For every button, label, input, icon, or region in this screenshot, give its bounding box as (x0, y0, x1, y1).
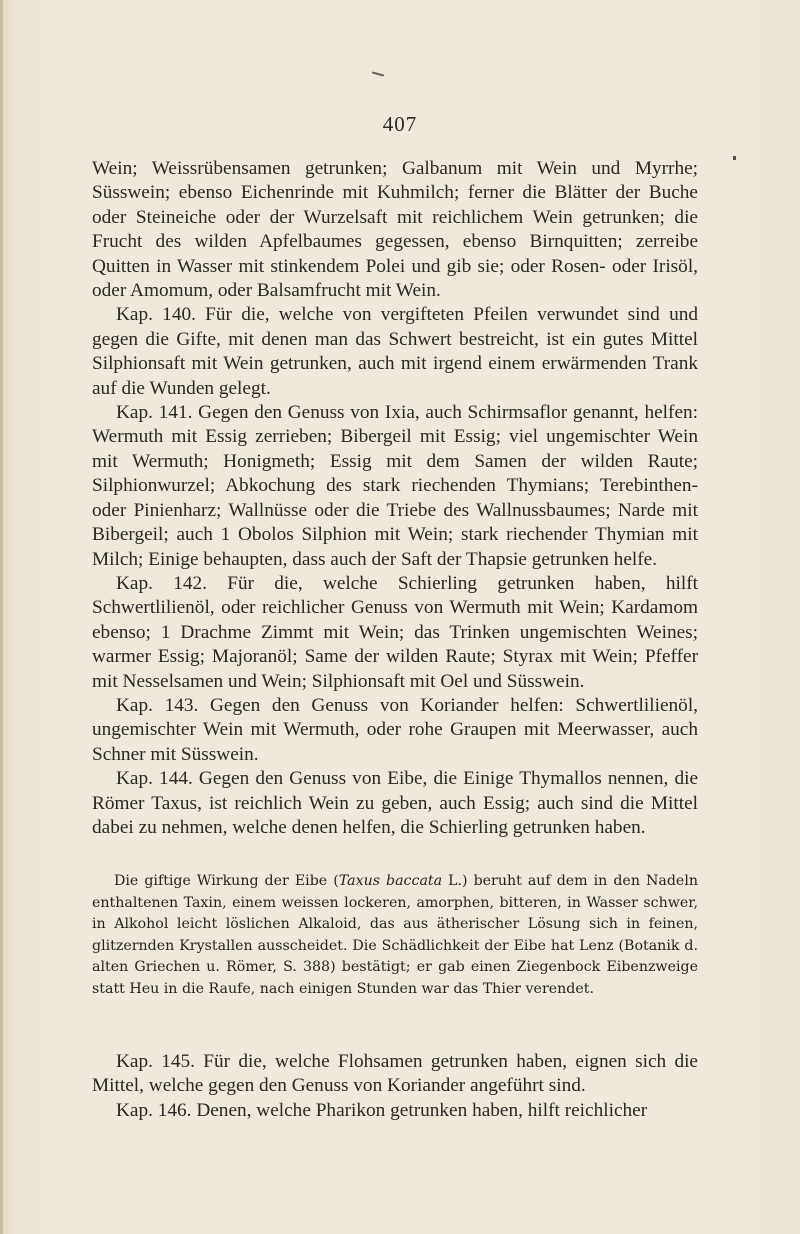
page-number: 407 (382, 112, 418, 136)
main-text (92, 157, 698, 840)
paragraph-kap-145: Kap. 145. Für die, welche Flohsamen getrunken haben, eignen sich die Mittel, welche gegen den Genuss von Koriander angeführt sind. (92, 1051, 698, 1097)
printing-mark (733, 156, 736, 160)
paragraph-kap-143: Kap. 143. Gegen den Genuss von Koriander helfen: Schwertlilienöl, ungemischter Wein mit Wermuth, oder rohe Graupen mit Meerwasser, auch Schner mit Süsswein. (92, 694, 698, 765)
footnote-text-start: Die giftige Wirkung der Eibe ( (114, 873, 339, 889)
printing-mark (372, 71, 384, 76)
footnote-text-rest: L.) beruht auf dem in den Nadeln enthaltenen Taxin, einem weissen lockeren, amorphen, bitteren, in Wasser schwer, in Alkohol leicht löslichen Alkaloid, das aus ätherischer Lösung sich in feinen, glitzernden Krystallen ausscheidet. Die Schädlichkeit der Eibe hat Lenz (Botanik d. alten Griechen u. Römer, S. 388) bestätigt; er gab einen Ziegenbock Eibenzweige statt Heu in die Raufe, nach einigen Stunden war das Thier verendet. (92, 873, 698, 997)
paragraph-kap-146: Kap. 146. Denen, welche Pharikon getrunken haben, hilft reichlicher (116, 1099, 648, 1121)
paragraph-continued: Wein; Weissrübensamen getrunken; Galbanum mit Wein und Myrrhe; Süsswein; ebenso Eichenrinde mit Kuhmilch; ferner die Blätter der Buche oder Steineiche oder der Wurzelsaft mit reichlichem Wein getrunken; die Frucht des wilden Apfelbaumes gegessen, ebenso Birnquitten; zerreibe Quitten in Wasser mit stinkendem Polei und gib sie; oder Rosen- oder Irisöl, oder Amomum, oder Balsamfrucht mit Wein. (92, 158, 698, 302)
main-text-continued (92, 1050, 698, 1123)
footnote-taxus (92, 871, 698, 1001)
paragraph-kap-142: Kap. 142. Für die, welche Schierling getrunken haben, hilft Schwertlilienöl, oder reichlicher Genuss von Wermuth mit Wein; Kardamom ebenso; 1 Drachme Zimmt mit Wein; das Trinken ungemischten Weines; warmer Essig; Majoranöl; Same der wilden Raute; Styrax mit Wein; Pfeffer mit Nesselsamen und Wein; Silphionsaft mit Oel und Süsswein. (92, 572, 698, 692)
footnote-species-name: Taxus baccata (338, 873, 443, 889)
paragraph-kap-144: Kap. 144. Gegen den Genuss von Eibe, die Einige Thymallos nennen, die Römer Taxus, ist reichlich Wein zu geben, auch Essig; auch sind die Mittel dabei zu nehmen, welche denen helfen, die Schierling getrunken haben. (92, 768, 698, 838)
paragraph-kap-140: Kap. 140. Für die, welche von vergifteten Pfeilen verwundet sind und gegen die Gifte, mit denen man das Schwert bestreicht, ist ein gutes Mittel Silphionsaft mit Wein getrunken, auch mit irgend einem erwärmenden Trank auf die Wunden gelegt. (92, 304, 698, 399)
page-spine-edge (0, 0, 3, 1234)
paragraph-kap-141: Kap. 141. Gegen den Genuss von Ixia, auch Schirmsaflor genannt, helfen: Wermuth mit Essig zerrieben; Bibergeil mit Essig; viel ungemischter Wein mit Wermuth; Honigmeth; Essig mit dem Samen der wilden Raute; Silphionwurzel; Abkochung des stark riechenden Thymians; Terebinthen- oder Pinienharz; Wallnüsse oder die Triebe des Wallnussbaumes; Narde mit Bibergeil; auch 1 Obolos Silphion mit Wein; stark riechender Thymian mit Milch; Einige behaupten, dass auch der Saft der Thapsie getrunken helfe. (92, 402, 698, 570)
